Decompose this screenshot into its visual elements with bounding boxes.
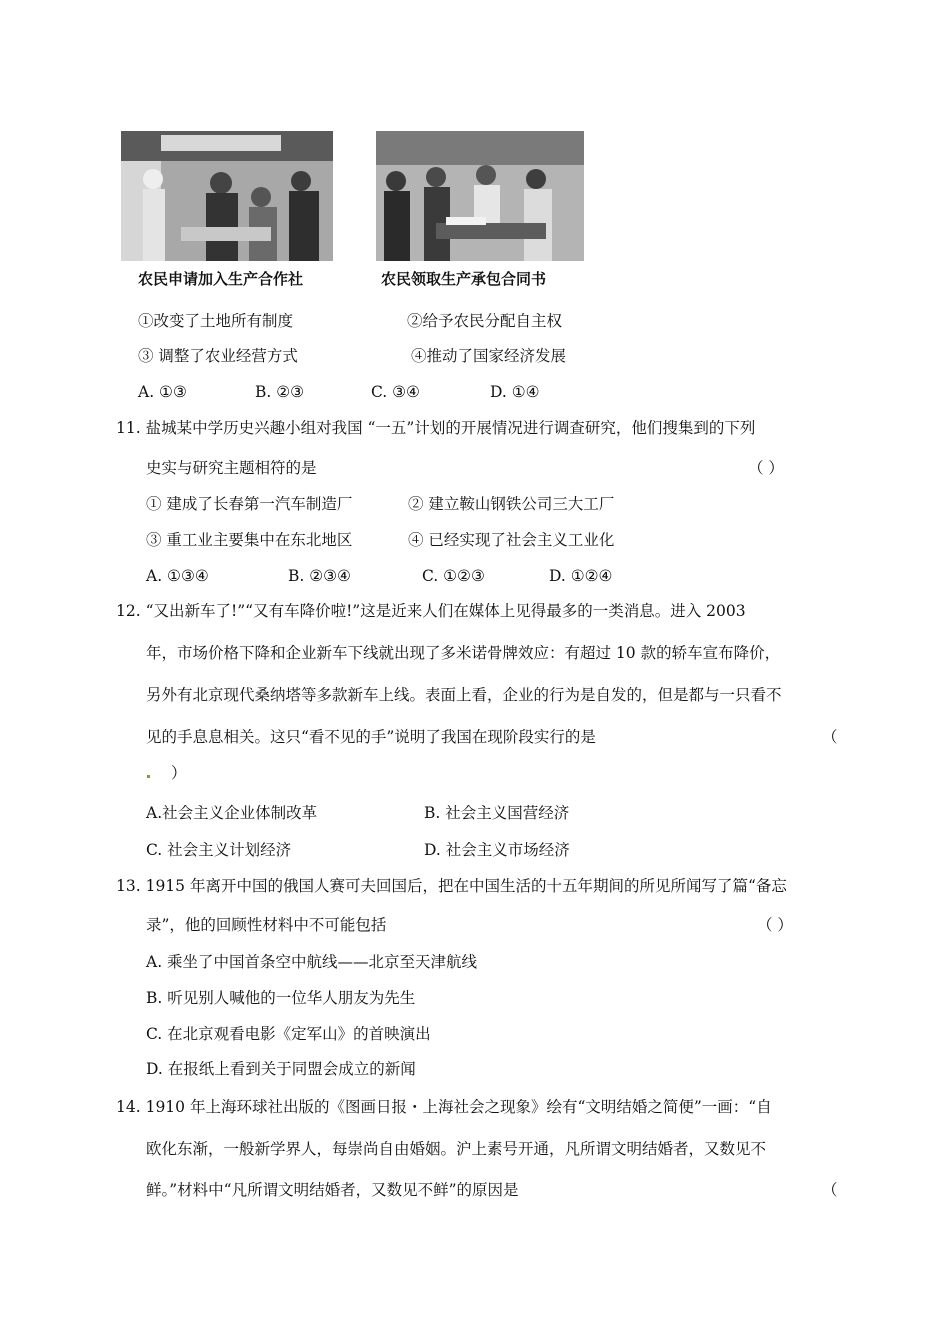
q10-answer-c: C. ③④: [371, 383, 420, 401]
q12-paren-close: ）: [171, 764, 187, 782]
q12-stem-line4: 见的手息息相关。这只“看不见的手”说明了我国在现阶段实行的是: [146, 728, 596, 746]
q13-answer-b: B. 听见别人喊他的一位华人朋友为先生: [146, 989, 416, 1007]
q13-stem-line2: 录”，他的回顾性材料中不可能包括: [146, 916, 387, 934]
q11-option-2: ② 建立鞍山钢铁公司三大工厂: [408, 495, 615, 513]
q12-answer-d: D. 社会主义市场经济: [424, 841, 570, 859]
q12-answer-c: C. 社会主义计划经济: [146, 841, 292, 859]
photo-farmers-receive-contract-image: [376, 131, 584, 261]
q11-option-1: ① 建成了长春第一汽车制造厂: [146, 495, 353, 513]
q13-stem-line1: 13. 1915 年离开中国的俄国人赛可夫回国后，把在中国生活的十五年期间的所见所闻写了篇“备忘: [116, 877, 787, 895]
photo-farmers-receive-contract: [376, 131, 584, 261]
q11-answer-d: D. ①②④: [549, 567, 613, 585]
photo-farmers-join-cooperative-image: [121, 131, 333, 261]
q11-answer-a: A. ①③④: [146, 567, 209, 585]
figure-caption-1: 农民申请加入生产合作社: [138, 270, 304, 288]
q11-stem-line1: 11. 盐城某中学历史兴趣小组对我国 “一五”计划的开展情况进行调查研究，他们搜集到的下列: [116, 419, 756, 437]
q11-answer-b: B. ②③④: [288, 567, 351, 585]
q11-answer-c: C. ①②③: [422, 567, 485, 585]
q14-paren-open: （: [822, 1181, 838, 1199]
q13-answer-d: D. 在报纸上看到关于同盟会成立的新闻: [146, 1060, 416, 1078]
q10-answer-b: B. ②③: [255, 383, 305, 401]
q13-answer-a: A. 乘坐了中国首条空中航线——北京至天津航线: [146, 953, 478, 971]
photo-farmers-join-cooperative: [121, 131, 333, 261]
q12-paren-open: （: [822, 728, 838, 746]
stray-mark-dot: [147, 775, 150, 778]
q11-answer-paren: （ ）: [748, 459, 784, 477]
q14-stem-line3: 鲜。”材料中“凡所谓文明结婚者，又数见不鲜”的原因是: [146, 1181, 519, 1199]
q12-stem-line3: 另外有北京现代桑纳塔等多款新车上线。表面上看，企业的行为是自发的，但是都与一只看不: [146, 686, 782, 704]
q10-option-4: ④推动了国家经济发展: [411, 347, 567, 365]
figure-caption-2: 农民领取生产承包合同书: [381, 270, 547, 288]
q14-stem-line2: 欧化东渐，一般新学界人，每崇尚自由婚姻。沪上素号开通，凡所谓文明结婚者，又数见不: [146, 1140, 767, 1158]
q10-answer-a: A. ①③: [138, 383, 187, 401]
q10-option-2: ②给予农民分配自主权: [407, 312, 563, 330]
q10-option-1: ①改变了土地所有制度: [138, 312, 294, 330]
q13-answer-c: C. 在北京观看电影《定军山》的首映演出: [146, 1025, 431, 1043]
q10-option-3: ③ 调整了农业经营方式: [138, 347, 298, 365]
q12-answer-a: A.社会主义企业体制改革: [146, 804, 318, 822]
q12-stem-line2: 年，市场价格下降和企业新车下线就出现了多米诺骨牌效应：有超过 10 款的轿车宣布降价，: [146, 644, 781, 662]
q14-stem-line1: 14. 1910 年上海环球社出版的《图画日报・上海社会之现象》绘有“文明结婚之简便”一画：“自: [116, 1098, 772, 1116]
q12-answer-b: B. 社会主义国营经济: [424, 804, 570, 822]
q13-answer-paren: （ ）: [757, 916, 793, 934]
q11-stem-line2: 史实与研究主题相符的是: [146, 459, 317, 477]
q10-answer-d: D. ①④: [490, 383, 540, 401]
q12-stem-line1: 12. “又出新车了!”“又有车降价啦!”这是近来人们在媒体上见得最多的一类消息。进入 2003: [116, 602, 746, 620]
q11-option-4: ④ 已经实现了社会主义工业化: [408, 531, 615, 549]
q11-option-3: ③ 重工业主要集中在东北地区: [146, 531, 353, 549]
